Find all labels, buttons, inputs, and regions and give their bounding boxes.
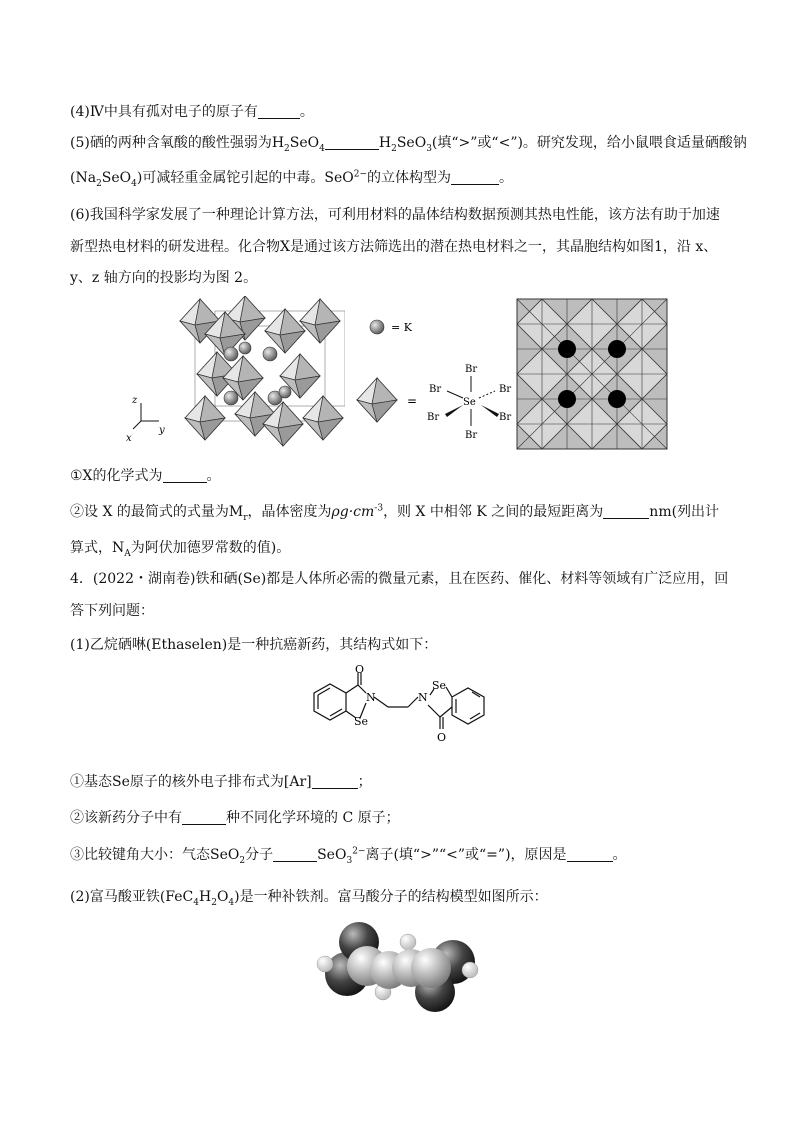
subscript: 3	[426, 143, 432, 154]
subscript: 2	[391, 143, 397, 154]
q6-sub2-text: ②设 X 的最简式的式量为M	[70, 504, 244, 520]
octahedron-legend	[355, 360, 525, 448]
equals-sign: =	[407, 394, 418, 408]
benzene-ring	[314, 684, 346, 720]
fumaric-acid-model	[315, 920, 485, 1015]
q4-s2	[70, 808, 400, 828]
answer-blank[interactable]	[273, 847, 317, 862]
x-axis	[133, 421, 141, 429]
subscript: 4	[131, 178, 137, 189]
subscript: 2	[96, 178, 102, 189]
x-axis-label: x	[126, 433, 132, 444]
answer-blank[interactable]	[325, 135, 379, 150]
nitrogen-atom: N	[366, 691, 376, 704]
q6-sub2	[70, 502, 719, 522]
k-projection	[558, 340, 576, 358]
br-atom: Br	[429, 384, 442, 395]
k-ion-icon	[370, 320, 384, 334]
answer-blank[interactable]	[258, 104, 300, 119]
k-ion	[263, 347, 277, 361]
bond	[479, 391, 495, 398]
benzene-ring	[452, 688, 484, 724]
q4-part2	[70, 887, 548, 907]
q4-s2-text: 种不同化学环境的 C 原子；	[226, 810, 400, 826]
octahedron	[303, 396, 343, 440]
punct: ；	[357, 774, 372, 790]
q5-text: SeO	[101, 170, 132, 186]
hydrogen-atom-ball	[317, 956, 333, 972]
q5-text: 的立体构型为	[367, 170, 451, 186]
se-atom: Se	[463, 397, 476, 408]
q6-sub2-text: 算式，N	[70, 540, 125, 556]
q4-p2-text: O	[216, 889, 229, 905]
k-ion	[279, 386, 291, 398]
q6-sub2-text: ，则 X 中相邻 K 之间的最短距离为	[383, 504, 604, 520]
q4-iv-line	[70, 102, 314, 122]
octahedron-icon	[357, 378, 397, 422]
punct: 。	[612, 847, 627, 863]
subscript: r	[243, 512, 248, 523]
k-projection	[558, 390, 576, 408]
octahedron	[300, 299, 340, 343]
projection-figure	[516, 298, 668, 450]
q5-text: SeO	[289, 135, 320, 151]
answer-blank[interactable]	[182, 810, 226, 825]
superscript: -3	[374, 503, 384, 514]
subscript: 2	[284, 143, 290, 154]
q6-sub1-text: ①X的化学式为	[70, 468, 163, 484]
q4-s2-text: ②该新药分子中有	[70, 810, 182, 826]
k-ion	[224, 347, 238, 361]
punct: 。	[206, 468, 221, 484]
bond	[447, 391, 463, 398]
q5-text: )可减轻重金属铊引起的中毒。SeO	[136, 170, 354, 186]
wedge-bond	[445, 405, 463, 417]
q4-s3-text: SeO	[317, 847, 347, 863]
q4-s3-text: 离子(填“>”“<”或“=”)，原因是	[365, 847, 567, 863]
q5-line2	[70, 168, 513, 188]
hydrogen-atom-ball	[400, 934, 416, 950]
subscript: 3	[346, 855, 353, 866]
k-projection	[608, 340, 626, 358]
answer-blank[interactable]	[163, 468, 207, 483]
q6-sub1	[70, 466, 221, 486]
subscript: 4	[319, 143, 325, 154]
nitrogen-atom: N	[418, 691, 428, 704]
ethaselen-structure	[300, 663, 495, 753]
q4-p2-text: (2)富马酸亚铁(FeC	[70, 889, 194, 905]
q4-line2: 答下列问题：	[70, 603, 154, 619]
q5-text: (Na	[70, 170, 97, 186]
br-atom: Br	[465, 430, 478, 441]
q6-sub2-text: ，晶体密度为	[247, 504, 332, 520]
answer-blank[interactable]	[312, 774, 358, 789]
octahedron	[265, 309, 305, 353]
q4-s1	[70, 772, 372, 792]
k-ion	[239, 342, 251, 354]
q5-text: H	[378, 135, 392, 151]
answer-blank[interactable]	[603, 504, 649, 519]
k-legend-label: = K	[391, 321, 412, 334]
superscript: 2−	[352, 846, 366, 857]
q5-text: SeO	[396, 135, 427, 151]
z-axis-label: z	[132, 395, 138, 406]
q5-line1	[70, 133, 747, 153]
punct: 。	[299, 104, 314, 120]
q5-text: (填“>”或“<”)。研究发现，给小鼠喂食适量硒酸钠	[431, 135, 747, 151]
q4-line1: 4．(2022・湖南卷)铁和硒(Se)都是人体所必需的微量元素，且在医药、催化、材料等领域有广泛应用，回	[70, 571, 729, 587]
q6-line3: y、z 轴方向的投影均为图 2。	[70, 270, 258, 286]
br-atom: Br	[499, 384, 512, 395]
k-ion	[224, 391, 238, 405]
br-atom: Br	[427, 412, 440, 423]
q4-s3-text: 分子	[245, 847, 274, 863]
q4-p2-text: )是一种补铁剂。富马酸分子的结构模型如图所示：	[234, 889, 548, 905]
density-expr: ρg·cm	[331, 504, 375, 520]
q4-p2-text: H	[198, 889, 212, 905]
punct: 。	[499, 170, 513, 186]
q4-part1: (1)乙烷硒啉(Ethaselen)是一种抗癌新药，其结构式如下：	[70, 637, 438, 653]
k-legend	[365, 315, 425, 339]
selenium-atom: Se	[432, 679, 447, 692]
subscript: 2	[239, 855, 246, 866]
crystal-cell-figure	[125, 296, 345, 448]
carbon-atom-ball	[411, 948, 451, 988]
subscript: 4	[193, 897, 199, 908]
hydrogen-atom-ball	[462, 962, 478, 978]
wedge-bond	[481, 405, 499, 417]
q6-sub2-text: nm(列出计	[649, 504, 720, 520]
subscript: 2	[211, 897, 217, 908]
q6-sub2-line2	[70, 538, 290, 558]
q6-line2: 新型热电材料的研发进程。化合物X是通过该方法筛选出的潜在热电材料之一，其晶胞结构如图1，沿 x、	[70, 239, 718, 255]
oxygen-atom: O	[355, 663, 365, 676]
q5-text: (5)硒的两种含氧酸的酸性强弱为H	[70, 135, 285, 151]
superscript: 2−	[353, 169, 367, 180]
y-axis-label: y	[159, 425, 165, 436]
q4-iv-text: (4)Ⅳ中具有孤对电子的原子有	[70, 104, 258, 120]
selenium-atom: Se	[354, 715, 369, 728]
k-projection	[608, 390, 626, 408]
answer-blank[interactable]	[451, 170, 499, 185]
q4-s1-text: ①基态Se原子的核外电子排布式为[Ar]	[70, 774, 312, 790]
subscript: 4	[228, 897, 235, 908]
br-atom: Br	[499, 412, 512, 423]
q6-line1: (6)我国科学家发展了一种理论计算方法，可利用材料的晶体结构数据预测其热电性能，该方法有助于加速	[70, 207, 720, 223]
oxygen-atom: O	[437, 731, 447, 744]
q4-s3	[70, 845, 627, 865]
subscript: A	[124, 548, 131, 559]
q6-sub2-text: 为阿伏加德罗常数的值)。	[130, 540, 291, 556]
answer-blank[interactable]	[567, 847, 613, 862]
br-atom: Br	[465, 364, 478, 375]
octahedron	[185, 396, 225, 440]
q4-s3-text: ③比较键角大小：气态SeO	[70, 847, 240, 863]
